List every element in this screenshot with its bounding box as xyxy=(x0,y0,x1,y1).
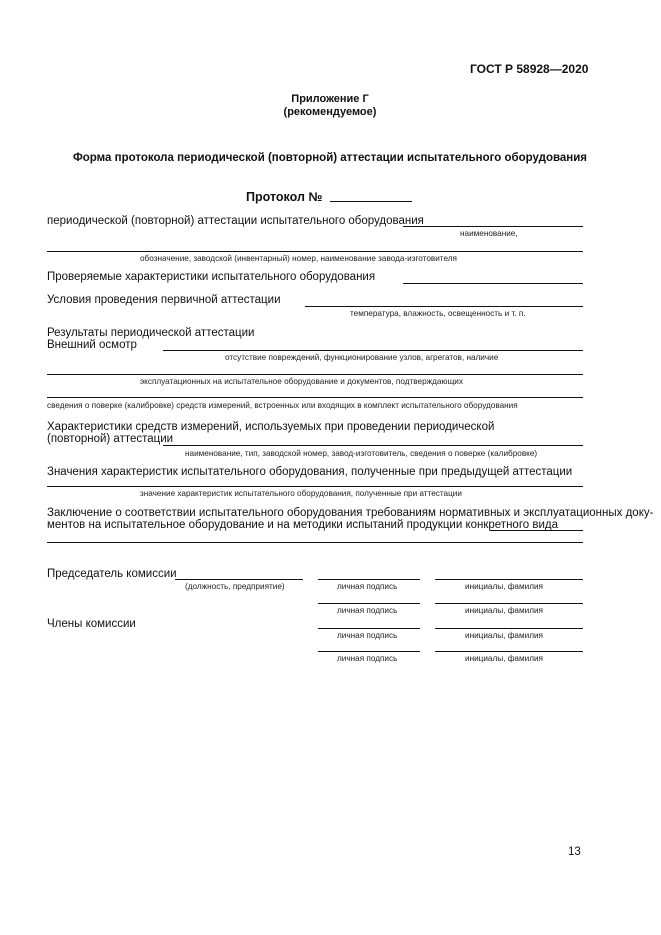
appendix-title: Приложение Г xyxy=(291,93,369,105)
conclusion-line-1: Заключение о соответствии испытательного оборудования требованиям нормативных и эксплуатационных доку- xyxy=(47,507,654,519)
page-number: 13 xyxy=(568,846,581,858)
conclusion-field-1[interactable] xyxy=(490,530,583,531)
conditions-label: Условия проведения первичной аттестации xyxy=(47,294,281,306)
values-caption: значение характеристик испытательного оборудования, полученные при аттестации xyxy=(140,489,462,498)
designation-field[interactable] xyxy=(47,251,583,252)
protocol-label: Протокол № xyxy=(246,190,323,204)
chairman-initials-field[interactable] xyxy=(435,579,583,580)
member3-initials-field[interactable] xyxy=(435,651,583,652)
values-label: Значения характеристик испытательного оборудования, полученные при предыдущей аттестации xyxy=(47,466,573,478)
inspection-field-1[interactable] xyxy=(163,350,583,351)
conditions-field[interactable] xyxy=(305,306,583,307)
member1-initials-caption: инициалы, фамилия xyxy=(465,606,543,615)
inspection-field-3[interactable] xyxy=(47,397,583,398)
inspection-caption-1: отсутствие повреждений, функционирование узлов, агрегатов, наличие xyxy=(225,353,499,362)
position-caption: (должность, предприятие) xyxy=(185,582,285,591)
designation-caption: обозначение, заводской (инвентарный) номер, наименование завода-изготовителя xyxy=(140,254,457,263)
chairman-label: Председатель комиссии xyxy=(47,568,177,580)
members-label: Члены комиссии xyxy=(47,618,136,630)
member2-signature-field[interactable] xyxy=(318,628,420,629)
chairman-initials-caption: инициалы, фамилия xyxy=(465,582,543,591)
measuring-caption: наименование, тип, заводской номер, завод-изготовитель, сведения о поверке (калибровке) xyxy=(185,449,538,458)
member2-signature-caption: личная подпись xyxy=(337,631,398,640)
name-caption: наименование, xyxy=(460,229,518,238)
member2-initials-caption: инициалы, фамилия xyxy=(465,631,543,640)
appendix-subtitle: (рекомендуемое) xyxy=(283,106,377,118)
measuring-label-1: Характеристики средств измерений, используемых при проведении периодической xyxy=(47,421,495,433)
conditions-caption: температура, влажность, освещенность и т. п. xyxy=(350,309,526,318)
inspection-label: Внешний осмотр xyxy=(47,339,137,351)
chairman-signature-caption: личная подпись xyxy=(337,582,398,591)
conclusion-line-2: ментов на испытательное оборудование и на методики испытаний продукции конкретного вида xyxy=(47,519,558,531)
inspection-field-2[interactable] xyxy=(47,374,583,375)
results-label: Результаты периодической аттестации xyxy=(47,327,255,339)
member2-initials-field[interactable] xyxy=(435,628,583,629)
member3-initials-caption: инициалы, фамилия xyxy=(465,654,543,663)
chairman-signature-field[interactable] xyxy=(318,579,420,580)
member1-initials-field[interactable] xyxy=(435,603,583,604)
member1-signature-caption: личная подпись xyxy=(337,606,398,615)
measuring-label-2: (повторной) аттестации xyxy=(47,433,174,445)
inspection-caption-3: сведения о поверке (калибровке) средств измерений, встроенных или входящих в комплект испытательного оборудования xyxy=(47,401,518,410)
form-title: Форма протокола периодической (повторной) аттестации испытательного оборудования xyxy=(72,152,588,164)
measuring-field[interactable] xyxy=(163,445,583,446)
inspection-caption-2: эксплуатационных на испытательное оборудование и документов, подтверждающих xyxy=(140,377,463,386)
member1-signature-field[interactable] xyxy=(318,603,420,604)
equipment-name-field[interactable] xyxy=(403,226,583,227)
checked-field[interactable] xyxy=(403,283,583,284)
chairman-position-field[interactable] xyxy=(175,579,303,580)
standard-number: ГОСТ Р 58928—2020 xyxy=(470,62,589,76)
member3-signature-field[interactable] xyxy=(318,651,420,652)
member3-signature-caption: личная подпись xyxy=(337,654,398,663)
periodic-label: периодической (повторной) аттестации испытательного оборудования xyxy=(47,215,424,227)
conclusion-field-2[interactable] xyxy=(47,542,583,543)
values-field[interactable] xyxy=(47,486,583,487)
protocol-number-field[interactable] xyxy=(330,201,412,202)
checked-label: Проверяемые характеристики испытательного оборудования xyxy=(47,271,376,283)
